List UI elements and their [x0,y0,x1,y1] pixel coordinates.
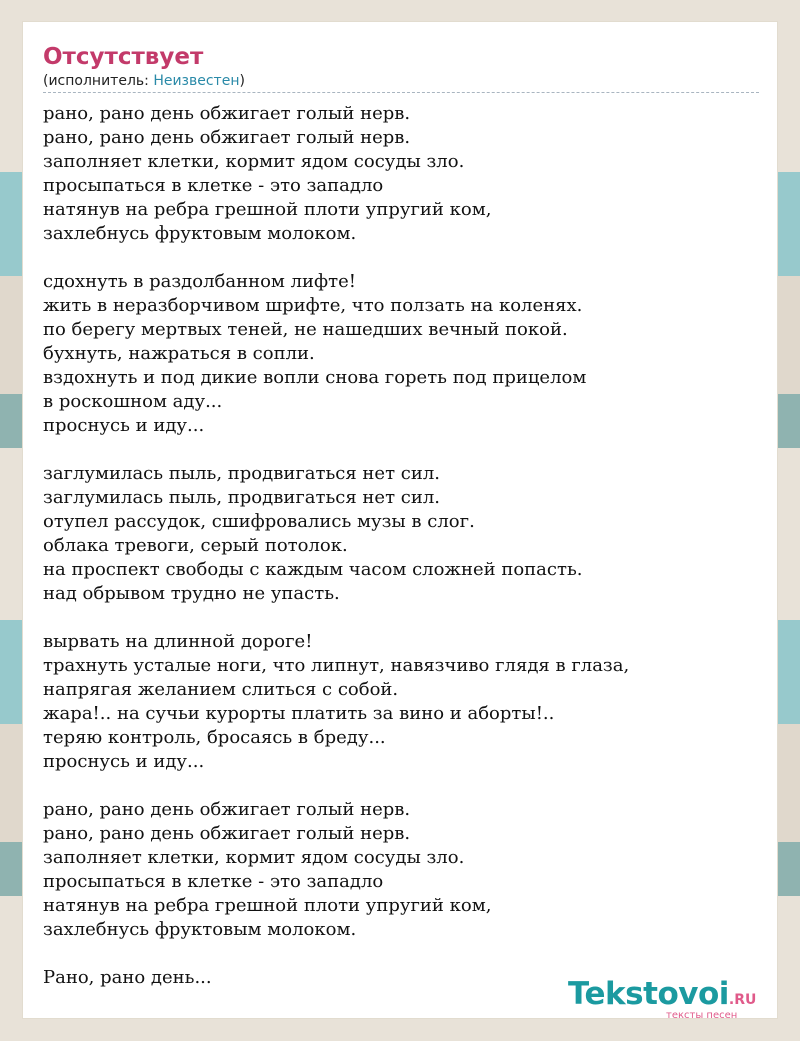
lyrics-line: напрягая желанием слиться с собой. [43,679,399,700]
artist-line [43,72,759,93]
lyrics-line: трахнуть усталые ноги, что липнут, навязчиво глядя в глаза, [43,655,630,676]
lyrics-line: вздохнуть и под дикие вопли снова гореть под прицелом [43,367,587,388]
lyrics-stanza [43,462,759,606]
lyrics-line: заполняет клетки, кормит ядом сосуды зло. [43,847,465,868]
lyrics-line: вырвать на длинной дороге! [43,631,313,652]
artist-prefix: (исполнитель: [43,73,154,89]
lyrics-line: по берегу мертвых теней, не нашедших вечный покой. [43,319,568,340]
tekstovoi-logo[interactable] [568,977,778,1023]
lyrics-line: рано, рано день обжигает голый нерв. [43,127,411,148]
lyrics-line: жить в неразборчивом шрифте, что ползать на коленях. [43,295,583,316]
lyrics-stanza [43,102,759,246]
logo-tld: .RU [728,992,757,1008]
lyrics-line: заглумилась пыль, продвигаться нет сил. [43,463,440,484]
lyrics-line: облака тревоги, серый потолок. [43,535,348,556]
lyrics-line: захлебнусь фруктовым молоком. [43,919,357,940]
song-title: Отсутствует [43,44,204,70]
lyrics-line: бухнуть, нажраться в сопли. [43,343,315,364]
lyrics-stanza [43,630,759,774]
lyrics-line: жара!.. на сучьи курорты платить за вино и аборты!.. [43,703,555,724]
logo-wordmark: Tekstovoi [568,976,729,1012]
lyrics-stanza [43,798,759,942]
lyrics-line: заглумилась пыль, продвигаться нет сил. [43,487,440,508]
artist-link[interactable]: Неизвестен [153,73,240,89]
lyrics-line: просыпаться в клетке - это западло [43,175,384,196]
lyrics-line: рано, рано день обжигает голый нерв. [43,103,411,124]
lyrics-line: на проспект свободы с каждым часом сложней попасть. [43,559,583,580]
lyrics-line: проснусь и иду... [43,751,205,772]
lyrics-line: заполняет клетки, кормит ядом сосуды зло. [43,151,465,172]
lyrics-line: проснусь и иду... [43,415,205,436]
song-header [43,42,759,93]
lyrics-line: в роскошном аду... [43,391,223,412]
lyrics-line: сдохнуть в раздолбанном лифте! [43,271,356,292]
lyrics-line: натянув на ребра грешной плоти упругий ком, [43,199,492,220]
lyrics-line: рано, рано день обжигает голый нерв. [43,823,411,844]
lyrics-stanza [43,270,759,438]
lyrics-line: рано, рано день обжигает голый нерв. [43,799,411,820]
lyrics-line: над обрывом трудно не упасть. [43,583,340,604]
lyrics-line: натянув на ребра грешной плоти упругий ком, [43,895,492,916]
logo-subtitle: тексты песен [666,1010,738,1021]
lyrics-line: захлебнусь фруктовым молоком. [43,223,357,244]
lyrics-line: просыпаться в клетке - это западло [43,871,384,892]
lyrics-line: Рано, рано день... [43,967,212,988]
lyrics-line: отупел рассудок, сшифровались музы в слог. [43,511,475,532]
artist-suffix: ) [239,73,245,89]
lyrics-line: теряю контроль, бросаясь в бреду... [43,727,386,748]
lyrics-card [22,21,778,1019]
lyrics-text [43,102,759,1014]
